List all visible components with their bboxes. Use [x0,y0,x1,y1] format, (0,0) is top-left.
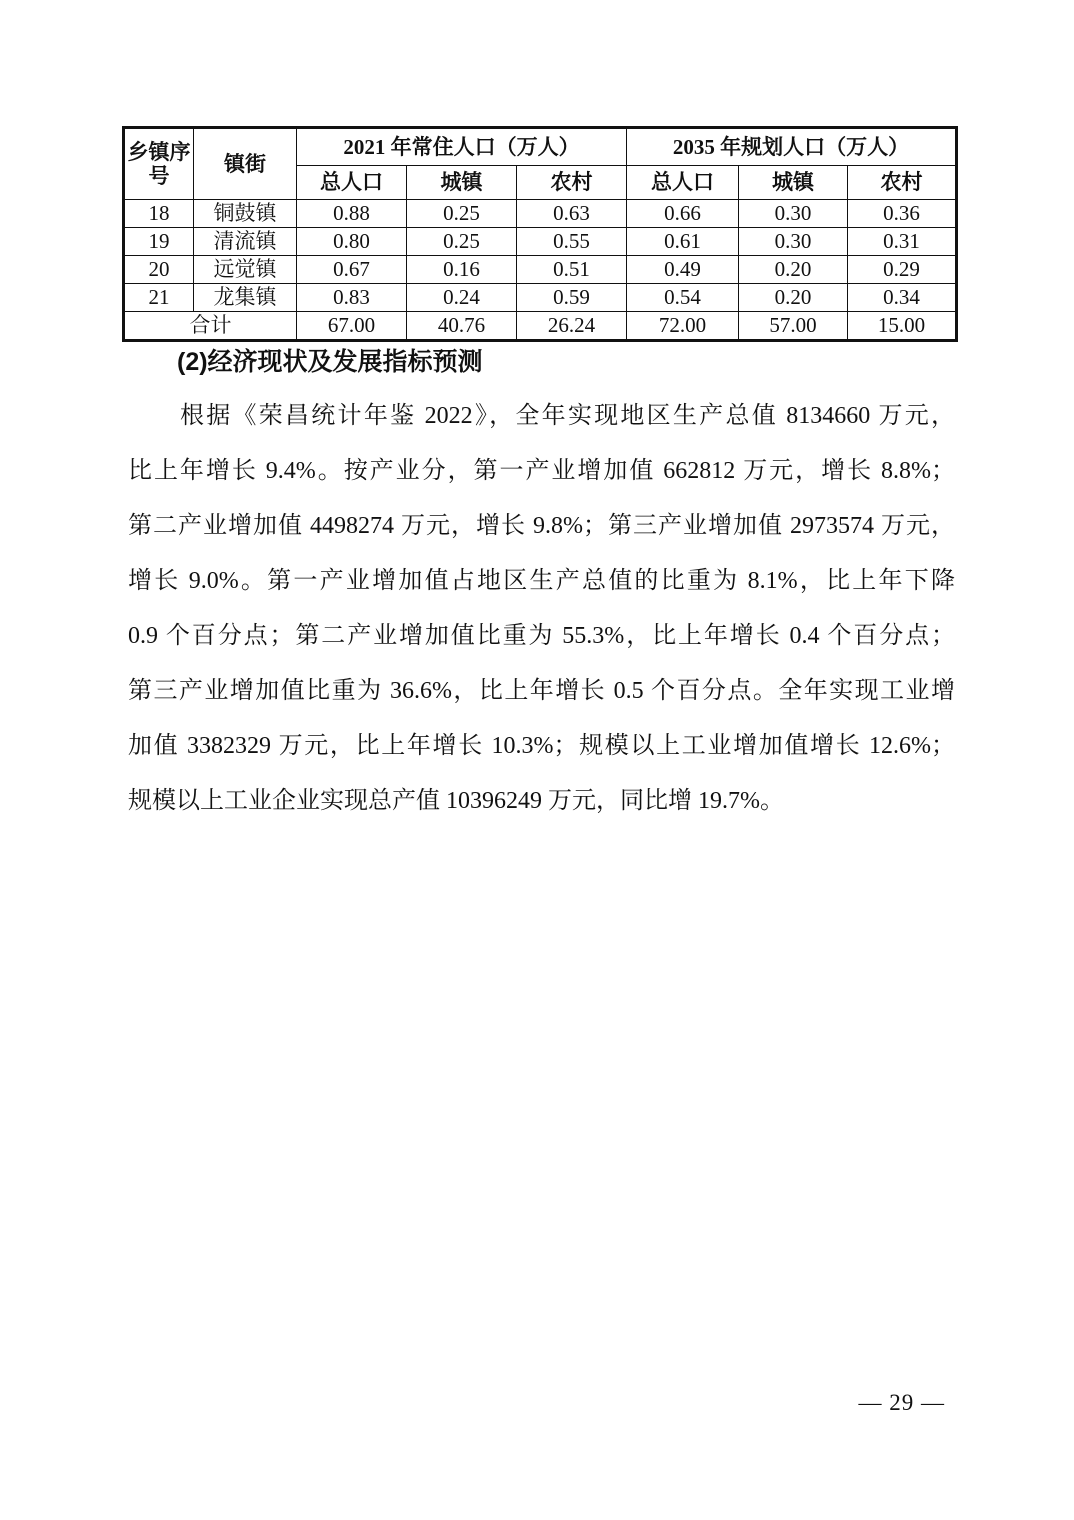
paragraph-line: 第二产业增加值 4498274 万元，增长 9.8%；第三产业增加值 2973574 万元， [128,513,955,539]
cell-2035-rural: 0.36 [848,200,957,228]
cell-2035-total: 0.66 [627,200,739,228]
cell-2021-rural: 0.51 [517,256,627,284]
cell-total-2021-urban: 40.76 [407,312,517,341]
cell-2021-rural: 0.63 [517,200,627,228]
paragraph-line: 加值 3382329 万元，比上年增长 10.3%；规模以上工业增加值增长 12.6%； [128,733,955,759]
paragraph-line: 增长 9.0%。第一产业增加值占地区生产总值的比重为 8.1%，比上年下降 [128,568,955,594]
cell-2021-urban: 0.25 [407,200,517,228]
table-header-row-groups [124,128,957,166]
table-row [124,228,957,256]
subheader-2021-total: 总人口 [297,166,407,200]
cell-2035-urban: 0.20 [739,284,848,312]
cell-2021-urban: 0.25 [407,228,517,256]
cell-2021-total: 0.67 [297,256,407,284]
page-number: — 29 — [858,1390,945,1415]
cell-seq: 18 [124,200,194,228]
cell-2021-total: 0.80 [297,228,407,256]
cell-seq: 21 [124,284,194,312]
cell-2021-urban: 0.24 [407,284,517,312]
cell-total-2035-urban: 57.00 [739,312,848,341]
cell-total-2021-total: 67.00 [297,312,407,341]
cell-town: 铜鼓镇 [194,200,297,228]
cell-2035-rural: 0.34 [848,284,957,312]
header-group-2035: 2035 年规划人口（万人） [627,128,957,166]
cell-2021-urban: 0.16 [407,256,517,284]
cell-2021-total: 0.83 [297,284,407,312]
cell-2021-rural: 0.59 [517,284,627,312]
body-paragraph [128,389,955,829]
subheader-2035-rural: 农村 [848,166,957,200]
cell-2035-rural: 0.31 [848,228,957,256]
cell-town: 清流镇 [194,228,297,256]
header-cell-seq: 乡镇序号 [124,128,194,200]
cell-2021-rural: 0.55 [517,228,627,256]
paragraph-line: 规模以上工业企业实现总产值 10396249 万元，同比增 19.7%。 [128,788,784,814]
cell-2021-total: 0.88 [297,200,407,228]
paragraph-line: 根据《荣昌统计年鉴 2022》，全年实现地区生产总值 8134660 万元， [180,403,955,429]
cell-2035-rural: 0.29 [848,256,957,284]
cell-town: 龙集镇 [194,284,297,312]
cell-2035-urban: 0.30 [739,228,848,256]
cell-2035-urban: 0.30 [739,200,848,228]
section-heading: (2)经济现状及发展指标预测 [177,348,483,376]
cell-town: 远觉镇 [194,256,297,284]
cell-seq: 19 [124,228,194,256]
cell-total-2035-total: 72.00 [627,312,739,341]
subheader-2021-rural: 农村 [517,166,627,200]
header-group-2021: 2021 年常住人口（万人） [297,128,627,166]
cell-2035-total: 0.54 [627,284,739,312]
cell-total-2021-rural: 26.24 [517,312,627,341]
cell-total-label: 合计 [124,312,297,341]
table-row [124,200,957,228]
table-total-row [124,312,957,341]
subheader-2035-urban: 城镇 [739,166,848,200]
cell-2035-total: 0.61 [627,228,739,256]
table-row [124,256,957,284]
table-row [124,284,957,312]
cell-total-2035-rural: 15.00 [848,312,957,341]
cell-2035-urban: 0.20 [739,256,848,284]
paragraph-line: 第三产业增加值比重为 36.6%，比上年增长 0.5 个百分点。全年实现工业增 [128,678,955,704]
subheader-2035-total: 总人口 [627,166,739,200]
cell-seq: 20 [124,256,194,284]
population-table [122,126,958,342]
subheader-2021-urban: 城镇 [407,166,517,200]
header-cell-town: 镇街 [194,128,297,200]
paragraph-line: 比上年增长 9.4%。按产业分，第一产业增加值 662812 万元，增长 8.8%； [128,458,955,484]
paragraph-line: 0.9 个百分点；第二产业增加值比重为 55.3%，比上年增长 0.4 个百分点； [128,623,955,649]
cell-2035-total: 0.49 [627,256,739,284]
